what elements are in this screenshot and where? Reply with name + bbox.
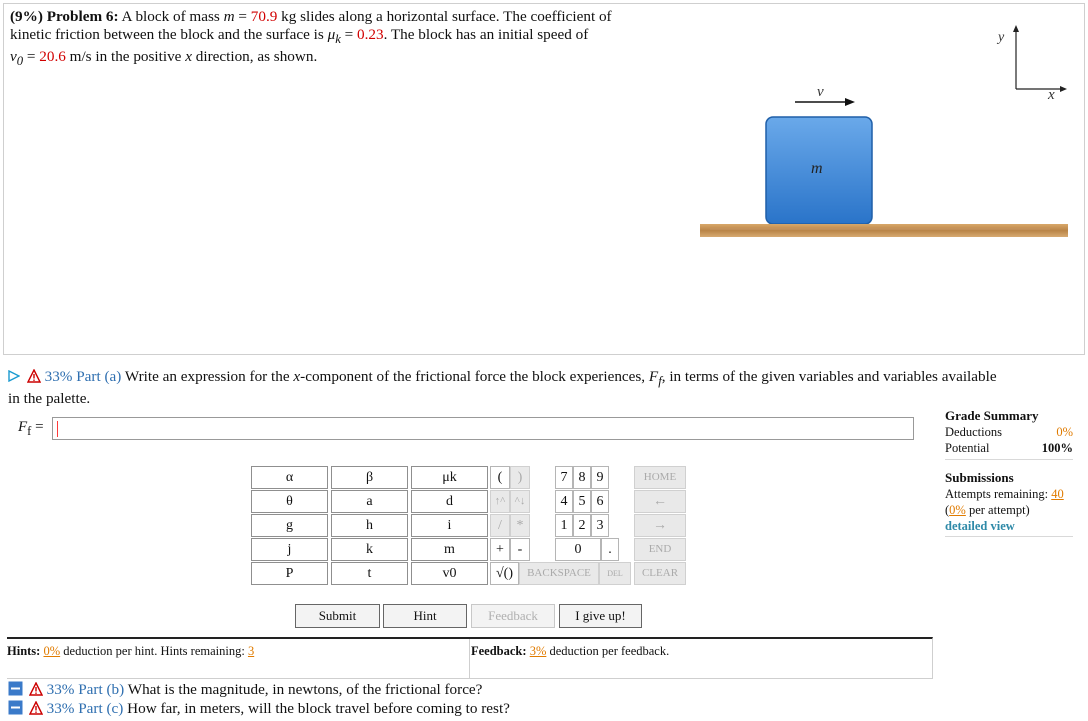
- part-b-title: 33% Part (b): [46, 681, 125, 698]
- collapsed-box-icon[interactable]: [8, 681, 23, 696]
- surface: [700, 224, 1068, 237]
- mass-symbol: m: [223, 8, 235, 25]
- v0-value: 20.6: [39, 48, 66, 66]
- velocity-label: v: [817, 84, 824, 100]
- problem-header: (9%) Problem 6:: [10, 8, 119, 25]
- key-7[interactable]: 7: [555, 466, 573, 489]
- axis-y-label: y: [998, 30, 1005, 45]
- part-c-row[interactable]: [8, 700, 510, 718]
- problem-statement: [10, 8, 690, 70]
- problem-text-4: . The block has an initial speed of: [383, 26, 589, 43]
- key-2[interactable]: 2: [573, 514, 591, 537]
- key-end[interactable]: END: [634, 538, 686, 561]
- var-t[interactable]: t: [331, 562, 408, 585]
- problem-text-6: direction, as shown.: [195, 48, 318, 66]
- key-lparen[interactable]: (: [490, 466, 510, 489]
- give-up-button[interactable]: I give up!: [559, 604, 642, 628]
- part-a-text-4: in the palette.: [8, 390, 91, 408]
- warning-icon: [29, 701, 43, 715]
- part-a-x: x: [293, 368, 301, 385]
- key-del[interactable]: DEL: [599, 562, 631, 585]
- part-c-question: How far, in meters, will the block travel before coming to rest?: [127, 700, 510, 717]
- var-mu-k[interactable]: μk: [411, 466, 488, 489]
- part-b-row[interactable]: [8, 681, 482, 699]
- key-1[interactable]: 1: [555, 514, 573, 537]
- equals-sign: =: [26, 48, 36, 66]
- v0-symbol: $v_0$: [10, 48, 24, 69]
- key-backspace[interactable]: BACKSPACE: [519, 562, 599, 585]
- answer-label: $F_f$ =: [18, 419, 44, 438]
- mass-value: 70.9: [250, 8, 278, 25]
- var-k[interactable]: k: [331, 538, 408, 561]
- key-slash[interactable]: /: [490, 514, 510, 537]
- key-6[interactable]: 6: [591, 490, 609, 513]
- equals-sign: =: [344, 26, 354, 43]
- text-caret: [57, 421, 58, 437]
- part-a-F: $F_f$: [648, 368, 662, 389]
- var-i[interactable]: i: [411, 514, 488, 537]
- answer-input[interactable]: [52, 417, 914, 440]
- collapsed-box-icon[interactable]: [8, 700, 23, 715]
- var-beta[interactable]: β: [331, 466, 408, 489]
- part-b-question: What is the magnitude, in newtons, of the frictional force?: [127, 681, 483, 698]
- part-a-title: 33% Part (a): [44, 368, 122, 385]
- equals-sign: =: [238, 8, 247, 25]
- part-a-text-3: , in terms of the given variables and variables available: [661, 368, 997, 385]
- x-symbol: x: [185, 48, 192, 66]
- key-home[interactable]: HOME: [634, 466, 686, 489]
- grade-summary-title: Grade Summary: [945, 408, 1039, 423]
- key-8[interactable]: 8: [573, 466, 591, 489]
- expand-triangle-icon[interactable]: [8, 370, 20, 382]
- key-right-arrow[interactable]: →: [634, 514, 686, 537]
- key-left-arrow[interactable]: ←: [634, 490, 686, 513]
- var-j[interactable]: j: [251, 538, 328, 561]
- hints-info: Hints: 0% deduction per hint. Hints remaining: 3: [7, 644, 255, 658]
- key-5[interactable]: 5: [573, 490, 591, 513]
- key-9[interactable]: 9: [591, 466, 609, 489]
- warning-icon: [27, 369, 41, 383]
- deductions-row: Deductions 0%: [945, 425, 1073, 439]
- mass-unit: kg: [281, 8, 297, 25]
- var-h[interactable]: h: [331, 514, 408, 537]
- potential-row: Potential 100%: [945, 441, 1073, 455]
- key-4[interactable]: 4: [555, 490, 573, 513]
- problem-text-5: in the positive: [95, 48, 182, 66]
- key-clear[interactable]: CLEAR: [634, 562, 686, 585]
- detailed-view-link[interactable]: detailed view: [945, 519, 1015, 533]
- key-plus[interactable]: +: [490, 538, 510, 561]
- hints-feedback-bar: [7, 637, 933, 679]
- key-star[interactable]: *: [510, 514, 530, 537]
- var-v0[interactable]: v0: [411, 562, 488, 585]
- part-a-text-1: Write an expression for the: [124, 368, 290, 385]
- feedback-info: Feedback: 3% deduction per feedback.: [471, 644, 670, 658]
- var-theta[interactable]: θ: [251, 490, 328, 513]
- var-g[interactable]: g: [251, 514, 328, 537]
- key-up[interactable]: ↑^: [490, 490, 510, 513]
- mu-symbol: $\mu_k$: [327, 26, 341, 47]
- problem-text-2: slides along a horizontal surface. The coefficient of: [300, 8, 612, 25]
- part-c-title: 33% Part (c): [46, 700, 124, 717]
- submit-button[interactable]: Submit: [295, 604, 380, 628]
- key-sqrt[interactable]: √(): [490, 562, 519, 585]
- key-minus[interactable]: -: [510, 538, 530, 561]
- block-figure: [690, 80, 1080, 250]
- var-alpha[interactable]: α: [251, 466, 328, 489]
- attempts-remaining: Attempts remaining: 40: [945, 487, 1064, 501]
- key-caret[interactable]: ^↓: [510, 490, 530, 513]
- axis-x-label: x: [1048, 87, 1055, 100]
- block-mass-label: m: [811, 160, 823, 177]
- var-d[interactable]: d: [411, 490, 488, 513]
- hint-button[interactable]: Hint: [383, 604, 467, 628]
- problem-text-3: kinetic friction between the block and the surface is: [10, 26, 324, 43]
- key-rparen[interactable]: ): [510, 466, 530, 489]
- part-a-question: [8, 368, 1083, 408]
- warning-icon: [29, 682, 43, 696]
- answer-row: [18, 417, 918, 441]
- v0-unit: m/s: [69, 48, 92, 66]
- problem-text-1: A block of mass: [121, 8, 220, 25]
- var-P[interactable]: P: [251, 562, 328, 585]
- mu-value: 0.23: [356, 26, 384, 43]
- per-attempt: (0% per attempt): [945, 503, 1030, 517]
- key-0[interactable]: 0: [555, 538, 601, 561]
- key-3[interactable]: 3: [591, 514, 609, 537]
- grade-summary: [945, 408, 1073, 547]
- part-a-text-2: -component of the frictional force the block experiences,: [300, 368, 646, 385]
- submissions-title: Submissions: [945, 470, 1014, 485]
- var-m[interactable]: m: [411, 538, 488, 561]
- var-a[interactable]: a: [331, 490, 408, 513]
- feedback-button[interactable]: Feedback: [471, 604, 555, 628]
- key-dot[interactable]: .: [601, 538, 619, 561]
